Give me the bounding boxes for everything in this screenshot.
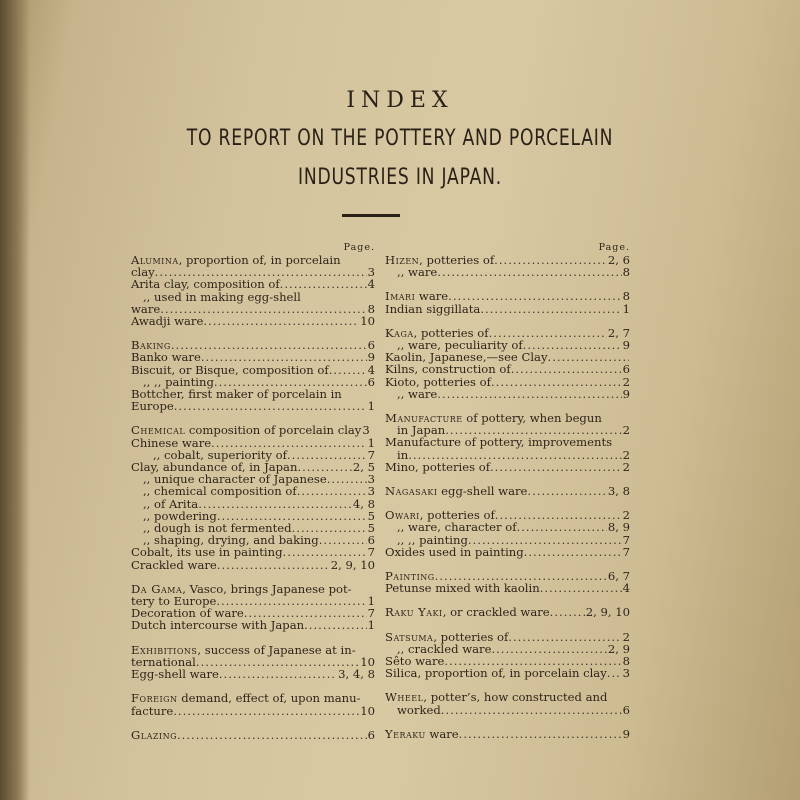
entry-body: Cobalt, its use in painting xyxy=(131,545,283,560)
index-group xyxy=(131,424,375,570)
page-number: 6 xyxy=(367,533,375,548)
leader-dots xyxy=(327,473,367,485)
index-entry xyxy=(131,291,375,303)
page-number: 1 xyxy=(367,618,375,633)
entry-body: ,, of Arita xyxy=(143,496,199,511)
entry-body: , potteries of xyxy=(433,629,509,644)
leader-dots xyxy=(548,351,629,363)
entry-text xyxy=(397,266,437,278)
page-number: 2 xyxy=(622,629,630,644)
entry-body: Petunse mixed with kaolin xyxy=(385,581,540,596)
index-group xyxy=(385,485,630,497)
entry-body: of pottery, when begun xyxy=(462,411,602,426)
entry-text xyxy=(143,291,301,303)
entry-body: Mino, potteries of xyxy=(385,459,490,474)
entry-body: Dutch intercourse with Japan xyxy=(131,618,305,633)
entry-text xyxy=(385,667,607,679)
page-number: 3 xyxy=(367,265,375,280)
page-number: 4 xyxy=(367,362,375,377)
index-group xyxy=(385,728,630,740)
leader-dots xyxy=(217,559,330,571)
entry-heading: Glazing xyxy=(131,727,177,742)
page-number: 6 xyxy=(622,702,630,717)
leader-dots xyxy=(459,728,622,740)
leader-dots xyxy=(329,364,367,376)
index-entry xyxy=(131,559,375,571)
entry-body: Silica, proportion of, in porcelain clay xyxy=(385,666,607,681)
index-entry xyxy=(385,436,630,448)
entry-text xyxy=(385,303,480,315)
entry-body: Banko ware xyxy=(131,350,201,365)
index-group xyxy=(385,327,630,400)
leader-dots xyxy=(550,606,585,618)
entry-text xyxy=(385,485,527,497)
entry-body: ,, ware xyxy=(397,265,438,280)
entry-body: ,, dough is not fermented xyxy=(143,521,292,536)
index-entry xyxy=(385,582,630,594)
entry-body: Oxides used in painting xyxy=(385,544,524,559)
entry-body: Bottcher, first maker of porcelain in xyxy=(131,387,342,402)
page-number: 7 xyxy=(367,606,375,621)
entry-text xyxy=(131,619,304,631)
page-column-label: Page. xyxy=(343,242,375,253)
page-number: 3, 8 xyxy=(607,484,630,499)
entry-text xyxy=(385,606,550,618)
index-column-right xyxy=(385,242,630,752)
page-number: 7 xyxy=(622,532,630,547)
entry-text xyxy=(131,254,341,266)
entry-body: ,, crackled ware xyxy=(397,641,492,656)
page-number: 4 xyxy=(622,581,630,596)
entry-text xyxy=(385,582,540,594)
index-group xyxy=(131,583,375,632)
entry-body: Egg-shell ware xyxy=(131,667,219,682)
report-title-line-1: TO REPORT ON THE POTTERY AND PORCELAIN xyxy=(186,126,614,151)
entry-body: Kioto, potteries of xyxy=(385,374,491,389)
leader-dots xyxy=(304,619,367,631)
page-number: 2, 7 xyxy=(607,325,630,340)
page-number: 2, 9 xyxy=(607,641,630,656)
index-group xyxy=(131,254,375,327)
page-number: 7 xyxy=(367,447,375,462)
page-number: 6 xyxy=(367,374,375,389)
leader-dots xyxy=(297,485,367,497)
entry-body: Manufacture of pottery, improvements xyxy=(385,435,613,450)
index-group xyxy=(385,412,630,473)
index-entry xyxy=(385,485,630,497)
entry-text xyxy=(385,728,459,740)
leader-dots xyxy=(491,376,622,388)
leader-dots xyxy=(491,643,606,655)
entry-heading: Manufacture xyxy=(385,411,463,426)
entry-heading: Hizen xyxy=(385,253,420,267)
leader-dots xyxy=(490,461,622,473)
entry-body: in Japan xyxy=(397,423,446,438)
leader-dots xyxy=(219,668,337,680)
title-divider xyxy=(342,214,400,217)
entry-heading: Yeraku xyxy=(385,726,426,741)
entry-text xyxy=(131,705,173,717)
page-number: 6 xyxy=(367,338,375,353)
index-entry xyxy=(385,606,630,618)
entry-text xyxy=(131,729,177,741)
index-group xyxy=(131,644,375,681)
entry-body: ,, shaping, drying, and baking xyxy=(143,533,319,548)
entry-body: , success of Japanese at in- xyxy=(197,642,356,657)
entry-body: , or crackled ware xyxy=(442,605,550,620)
page-number: 3, 4, 8 xyxy=(338,667,375,682)
entry-body: Sêto ware xyxy=(385,654,445,669)
index-entry xyxy=(385,461,630,473)
index-group xyxy=(131,692,375,716)
page-number: 6, 7 xyxy=(607,569,630,584)
entry-text xyxy=(131,559,217,571)
entry-body: , Vasco, brings Japanese pot- xyxy=(182,581,352,596)
entry-body: ware xyxy=(415,289,449,304)
entry-body: ,, ware, character of xyxy=(397,520,517,535)
entry-body: ware xyxy=(425,726,459,741)
entry-body: , potter’s, how constructed and xyxy=(423,690,608,705)
entry-body: ,, powdering xyxy=(143,508,217,523)
entry-body: egg-shell ware xyxy=(437,484,528,499)
page-number: 9 xyxy=(367,350,375,365)
index-group xyxy=(385,290,630,314)
index-group xyxy=(385,606,630,618)
page-number: 3 xyxy=(362,423,370,438)
page-column-label: Page. xyxy=(598,242,630,253)
page-number: 6 xyxy=(622,362,630,377)
entry-body: Europe xyxy=(131,399,174,414)
page-number: 1 xyxy=(622,301,630,316)
index-entry xyxy=(131,729,375,741)
page-number: 2, 9, 10 xyxy=(330,557,375,572)
entry-text xyxy=(397,388,437,400)
index-entry xyxy=(131,315,375,327)
entry-body: ,, used in making egg-shell xyxy=(143,289,301,304)
entry-heading: Wheel xyxy=(385,690,424,705)
leader-dots xyxy=(319,534,367,546)
index-entries-right xyxy=(385,254,630,740)
leader-dots xyxy=(437,388,621,400)
entry-text xyxy=(131,400,174,412)
entry-body: Crackled ware xyxy=(131,557,217,572)
entry-heading: Nagasaki xyxy=(385,484,438,499)
leader-dots xyxy=(524,546,622,558)
page-number: 1 xyxy=(367,399,375,414)
page-number: 2 xyxy=(622,508,630,523)
leader-dots xyxy=(527,485,606,497)
entry-body: Awadji ware xyxy=(131,314,204,329)
entry-body: in xyxy=(397,447,409,462)
entry-body: composition of porcelain clay xyxy=(185,423,362,438)
entry-text xyxy=(397,704,441,716)
report-title-line-2: INDUSTRIES IN JAPAN. xyxy=(298,165,502,190)
page-number: 2, 6 xyxy=(607,253,630,267)
entry-body: ,, ware xyxy=(397,386,438,401)
leader-dots xyxy=(203,315,359,327)
entry-body: , potteries of xyxy=(419,508,495,523)
entry-text xyxy=(131,315,203,327)
entry-heading: Kaga xyxy=(385,325,414,340)
entry-body: , proportion of, in porcelain xyxy=(178,253,341,267)
page-number: 3 xyxy=(367,472,375,487)
book-spine-shadow xyxy=(0,0,30,800)
entry-heading: Da Gama xyxy=(131,581,183,596)
page-number: 1 xyxy=(367,594,375,609)
page-number: 8 xyxy=(622,289,630,304)
page-number: 4, 8 xyxy=(352,496,375,511)
index-group xyxy=(131,339,375,412)
index-group xyxy=(131,729,375,741)
entry-body: ,, ,, painting xyxy=(397,532,468,547)
index-entry xyxy=(385,388,630,400)
entry-text xyxy=(131,668,219,680)
page-number: 9 xyxy=(622,338,630,353)
index-entry xyxy=(385,303,630,315)
index-entry xyxy=(385,704,630,716)
entry-body: tery to Europe xyxy=(131,594,217,609)
leader-dots xyxy=(437,266,621,278)
entry-body: demand, effect of, upon manu- xyxy=(177,691,361,706)
leader-dots xyxy=(511,363,622,375)
entry-text xyxy=(385,546,524,558)
leader-dots xyxy=(607,667,622,679)
page-number: 2 xyxy=(622,423,630,438)
entry-body: Chinese ware xyxy=(131,435,212,450)
entry-text xyxy=(385,461,490,473)
entry-heading: Satsuma xyxy=(385,629,434,644)
index-entry xyxy=(131,254,375,266)
entry-body: ,, unique character of Japanese xyxy=(143,472,327,487)
page-number: 2, 5 xyxy=(352,460,375,475)
entry-body: ,, ,, painting xyxy=(143,374,214,389)
entry-heading: Alumina xyxy=(131,253,179,267)
page-number: 8 xyxy=(367,301,375,316)
page-number: 2 xyxy=(622,447,630,462)
index-entry xyxy=(131,400,375,412)
page-number: 9 xyxy=(622,726,630,741)
index-group xyxy=(385,509,630,558)
page-number: 5 xyxy=(367,508,375,523)
index-entry xyxy=(131,668,375,680)
page-number: 3 xyxy=(367,484,375,499)
entry-heading: Chemical xyxy=(131,423,186,438)
leader-dots xyxy=(517,521,607,533)
page-number: 1 xyxy=(367,435,375,450)
index-entries-left xyxy=(131,254,375,741)
leader-dots xyxy=(196,656,359,668)
entry-body: Kaolin, Japanese,—see Clay xyxy=(385,350,548,365)
entry-heading: Imari xyxy=(385,289,416,304)
leader-dots xyxy=(173,705,359,717)
entry-heading: Painting xyxy=(385,569,435,584)
page-number: 4 xyxy=(367,277,375,292)
page-number: 3 xyxy=(622,666,630,681)
index-group xyxy=(385,254,630,278)
leader-dots xyxy=(174,400,367,412)
entry-heading: Exhibitions xyxy=(131,642,198,657)
entry-body: worked xyxy=(397,702,441,717)
entry-heading: Raku Yaki xyxy=(385,605,443,620)
leader-dots xyxy=(177,729,367,741)
index-title: INDEX xyxy=(346,88,454,113)
index-entry xyxy=(131,619,375,631)
entry-body: Arita clay, composition of xyxy=(131,277,280,292)
leader-dots xyxy=(540,582,622,594)
entry-body: ,, chemical composition of xyxy=(143,484,297,499)
leader-dots xyxy=(441,704,622,716)
index-group xyxy=(385,631,630,680)
entry-body: ware xyxy=(131,301,161,316)
page-number: 8 xyxy=(622,265,630,280)
entry-heading: Foreign xyxy=(131,691,178,706)
leader-dots xyxy=(494,254,607,266)
entry-body: , potteries of xyxy=(419,253,495,267)
index-entry xyxy=(131,705,375,717)
entry-body: facture xyxy=(131,703,174,718)
page-number: 9 xyxy=(622,386,630,401)
entry-heading: Owari xyxy=(385,508,420,523)
index-group xyxy=(385,570,630,594)
entry-body: ,, cobalt, superiority of xyxy=(153,447,287,462)
page-number: 10 xyxy=(360,703,375,718)
leader-dots xyxy=(283,546,367,558)
page-number: 7 xyxy=(367,545,375,560)
index-entry xyxy=(385,546,630,558)
page-number: 8, 9 xyxy=(607,520,630,535)
entry-body: ternational xyxy=(131,654,196,669)
index-entry xyxy=(385,667,630,679)
entry-body: ,, ware, peculiarity of xyxy=(397,338,523,353)
page-number: 7 xyxy=(622,544,630,559)
leader-dots xyxy=(198,498,352,510)
leader-dots xyxy=(508,631,621,643)
entry-body: Indian siggillata xyxy=(385,301,481,316)
index-entry xyxy=(385,728,630,740)
entry-body: Biscuit, or Bisque, composition of xyxy=(131,362,329,377)
entry-body: clay xyxy=(131,265,155,280)
page-number: 2 xyxy=(622,459,630,474)
entry-body: Decoration of ware xyxy=(131,606,244,621)
entry-body: Kilns, construction of xyxy=(385,362,511,377)
entry-body: , potteries of xyxy=(413,325,489,340)
entry-heading: Baking xyxy=(131,338,171,353)
leader-dots xyxy=(480,303,621,315)
page-number: 8 xyxy=(622,654,630,669)
entry-body: Clay, abundance of, in Japan xyxy=(131,460,298,475)
page-number: 10 xyxy=(360,314,375,329)
page-number: 2 xyxy=(622,374,630,389)
page-number: 10 xyxy=(360,654,375,669)
page-number: 2, 9, 10 xyxy=(585,605,630,620)
index-column-left xyxy=(131,242,375,753)
page-number: 5 xyxy=(367,521,375,536)
index-group xyxy=(385,691,630,715)
index-entry xyxy=(385,266,630,278)
entry-text xyxy=(385,436,612,448)
page-number: 6 xyxy=(367,727,375,742)
